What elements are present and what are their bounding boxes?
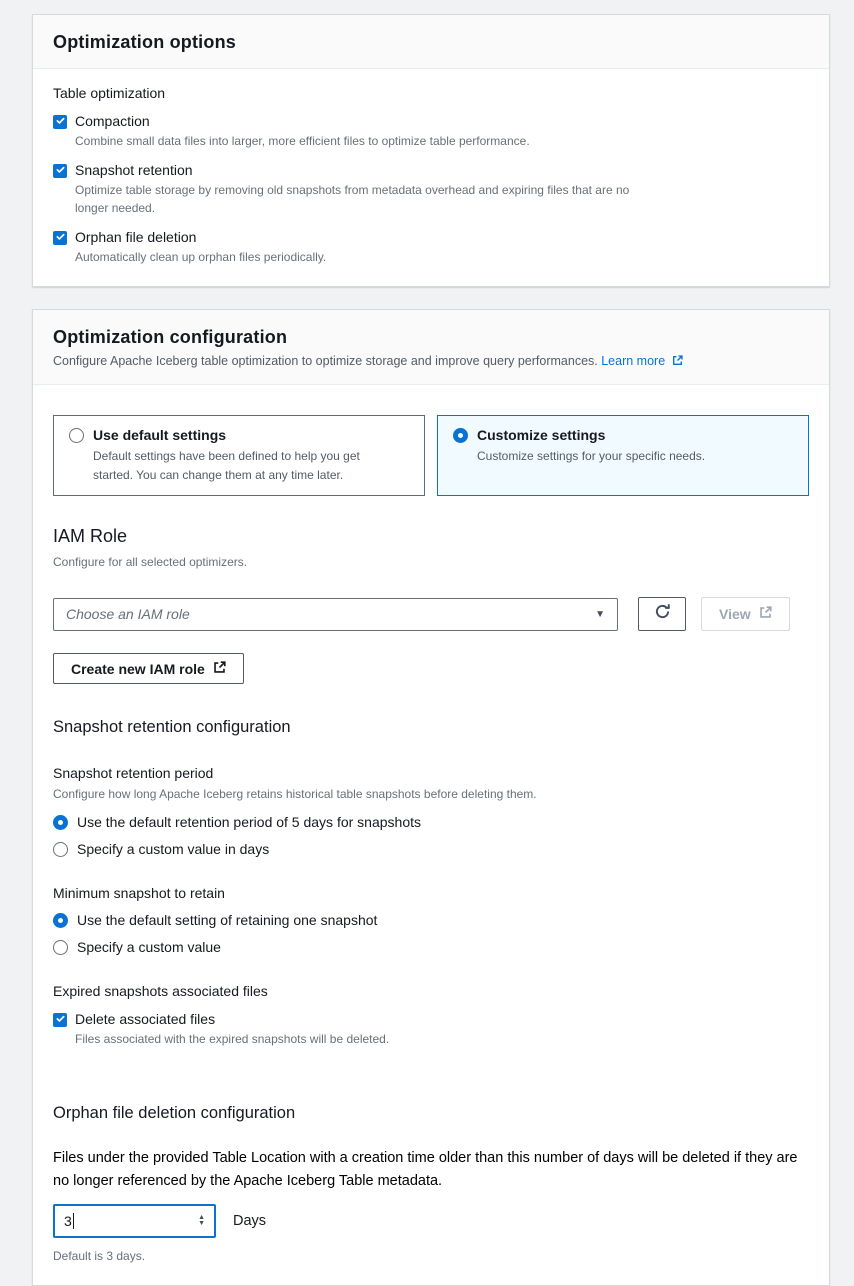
- customize-settings-tile[interactable]: [437, 415, 809, 496]
- custom-retention-period-label: Specify a custom value in days: [77, 841, 270, 858]
- optimization-configuration-card: [32, 309, 830, 1286]
- snapshot-retention-checkbox[interactable]: [53, 164, 67, 178]
- expired-snapshots-group: [53, 983, 809, 1048]
- settings-mode-tiles: [53, 415, 809, 496]
- optimization-options-title: Optimization options: [53, 32, 236, 52]
- learn-more-link[interactable]: [601, 354, 682, 368]
- delete-associated-files-checkbox-row[interactable]: [53, 1011, 809, 1027]
- delete-associated-files-description: Files associated with the expired snapshots will be deleted.: [75, 1032, 390, 1047]
- optimization-options-card: [32, 14, 830, 287]
- description-text: Configure Apache Iceberg table optimization to optimize storage and improve query performances.: [53, 354, 598, 368]
- days-unit-label: Days: [233, 1213, 267, 1230]
- iam-role-select-placeholder: Choose an IAM role: [66, 606, 190, 623]
- stepper-up-icon[interactable]: ▲: [198, 1214, 205, 1222]
- number-stepper[interactable]: [198, 1215, 205, 1227]
- customize-settings-label: Customize settings: [477, 427, 606, 443]
- iam-role-description: Configure for all selected optimizers.: [53, 555, 248, 570]
- default-minimum-snapshot-option[interactable]: [53, 912, 809, 928]
- tile-head: [453, 427, 793, 443]
- iam-role-select-row: [53, 597, 809, 631]
- stepper-down-icon[interactable]: ▼: [198, 1220, 205, 1228]
- use-default-settings-tile[interactable]: [53, 415, 425, 496]
- snapshot-retention-period-group: [53, 765, 809, 857]
- custom-minimum-snapshot-option[interactable]: [53, 939, 809, 955]
- compaction-checkbox[interactable]: [53, 115, 67, 129]
- compaction-label: Compaction: [75, 113, 150, 129]
- snapshot-retention-configuration-title: Snapshot retention configuration: [53, 718, 291, 737]
- default-retention-period-radio[interactable]: [53, 815, 68, 830]
- snapshot-retention-period-label: Snapshot retention period: [53, 765, 214, 782]
- optimization-options-body: [33, 69, 829, 286]
- check-icon: [55, 229, 66, 247]
- orphan-days-input[interactable]: [53, 1204, 216, 1238]
- optimization-configuration-header: [33, 310, 829, 385]
- custom-minimum-snapshot-radio[interactable]: [53, 940, 68, 955]
- snapshot-retention-label: Snapshot retention: [75, 162, 193, 178]
- delete-associated-files-label: Delete associated files: [75, 1011, 216, 1028]
- compaction-checkbox-row[interactable]: [53, 113, 809, 129]
- orphan-file-deletion-checkbox-row[interactable]: [53, 229, 809, 245]
- view-button-label: View: [719, 606, 751, 623]
- orphan-file-deletion-description: Automatically clean up orphan files periodically.: [75, 250, 327, 264]
- optimization-configuration-body: [33, 385, 829, 1285]
- external-link-icon: [213, 661, 226, 677]
- minimum-snapshot-group: [53, 885, 809, 955]
- orphan-days-value: 3: [64, 1213, 72, 1230]
- snapshot-retention-description: Optimize table storage by removing old snapshots from metadata overhead and expiring files that are no longer needed.: [75, 183, 630, 215]
- customize-settings-description: Customize settings for your specific needs.: [477, 449, 706, 463]
- orphan-file-deletion-checkbox[interactable]: [53, 231, 67, 245]
- customize-settings-radio[interactable]: [453, 428, 468, 443]
- chevron-down-icon: ▼: [595, 608, 605, 620]
- card-gap: [0, 287, 854, 309]
- snapshot-retention-period-description: Configure how long Apache Iceberg retains historical table snapshots before deleting them.: [53, 787, 537, 802]
- check-icon: [55, 113, 66, 131]
- refresh-button[interactable]: [638, 597, 686, 631]
- use-default-settings-description: Default settings have been defined to help you get started. You can change them at any time later.: [93, 449, 360, 482]
- orphan-days-input-row: [53, 1204, 809, 1238]
- default-minimum-snapshot-radio[interactable]: [53, 913, 68, 928]
- optimization-configuration-description: [53, 354, 809, 369]
- external-link-icon: [759, 606, 772, 622]
- orphan-file-deletion-configuration-title: Orphan file deletion configuration: [53, 1104, 296, 1123]
- use-default-settings-radio[interactable]: [69, 428, 84, 443]
- orphan-file-deletion-label: Orphan file deletion: [75, 229, 197, 245]
- iam-role-title: IAM Role: [53, 526, 128, 547]
- text-cursor: [73, 1213, 74, 1229]
- default-retention-period-option[interactable]: [53, 814, 809, 830]
- default-minimum-snapshot-label: Use the default setting of retaining one snapshot: [77, 912, 378, 929]
- tile-head: [69, 427, 409, 443]
- refresh-icon: [654, 603, 671, 625]
- default-retention-period-label: Use the default retention period of 5 days for snapshots: [77, 814, 421, 831]
- use-default-settings-label: Use default settings: [93, 427, 227, 443]
- custom-minimum-snapshot-label: Specify a custom value: [77, 939, 221, 956]
- expired-snapshots-label: Expired snapshots associated files: [53, 983, 268, 1000]
- optimization-configuration-title: Optimization configuration: [53, 327, 288, 347]
- snapshot-retention-checkbox-row[interactable]: [53, 162, 809, 178]
- compaction-description: Combine small data files into larger, more efficient files to optimize table performance.: [75, 134, 530, 148]
- check-icon: [55, 162, 66, 180]
- optimization-options-header: [33, 15, 829, 69]
- orphan-file-deletion-description: Files under the provided Table Location with a creation time older than this number of days will be deleted if they are no longer referenced by the Apache Iceberg Table metadata.: [53, 1150, 798, 1189]
- learn-more-label: Learn more: [601, 354, 666, 368]
- custom-retention-period-radio[interactable]: [53, 842, 68, 857]
- minimum-snapshot-label: Minimum snapshot to retain: [53, 885, 225, 902]
- create-iam-role-button-label: Create new IAM role: [71, 660, 205, 677]
- iam-role-select[interactable]: [53, 598, 618, 631]
- page-top-spacer: [0, 0, 854, 14]
- custom-retention-period-option[interactable]: [53, 841, 809, 857]
- delete-associated-files-checkbox[interactable]: [53, 1013, 67, 1027]
- create-iam-role-button[interactable]: [53, 653, 244, 684]
- external-link-icon: [672, 355, 683, 369]
- check-icon: [55, 1011, 66, 1029]
- view-button[interactable]: [701, 597, 790, 631]
- table-optimization-group-label: Table optimization: [53, 85, 166, 101]
- orphan-days-hint: Default is 3 days.: [53, 1249, 146, 1264]
